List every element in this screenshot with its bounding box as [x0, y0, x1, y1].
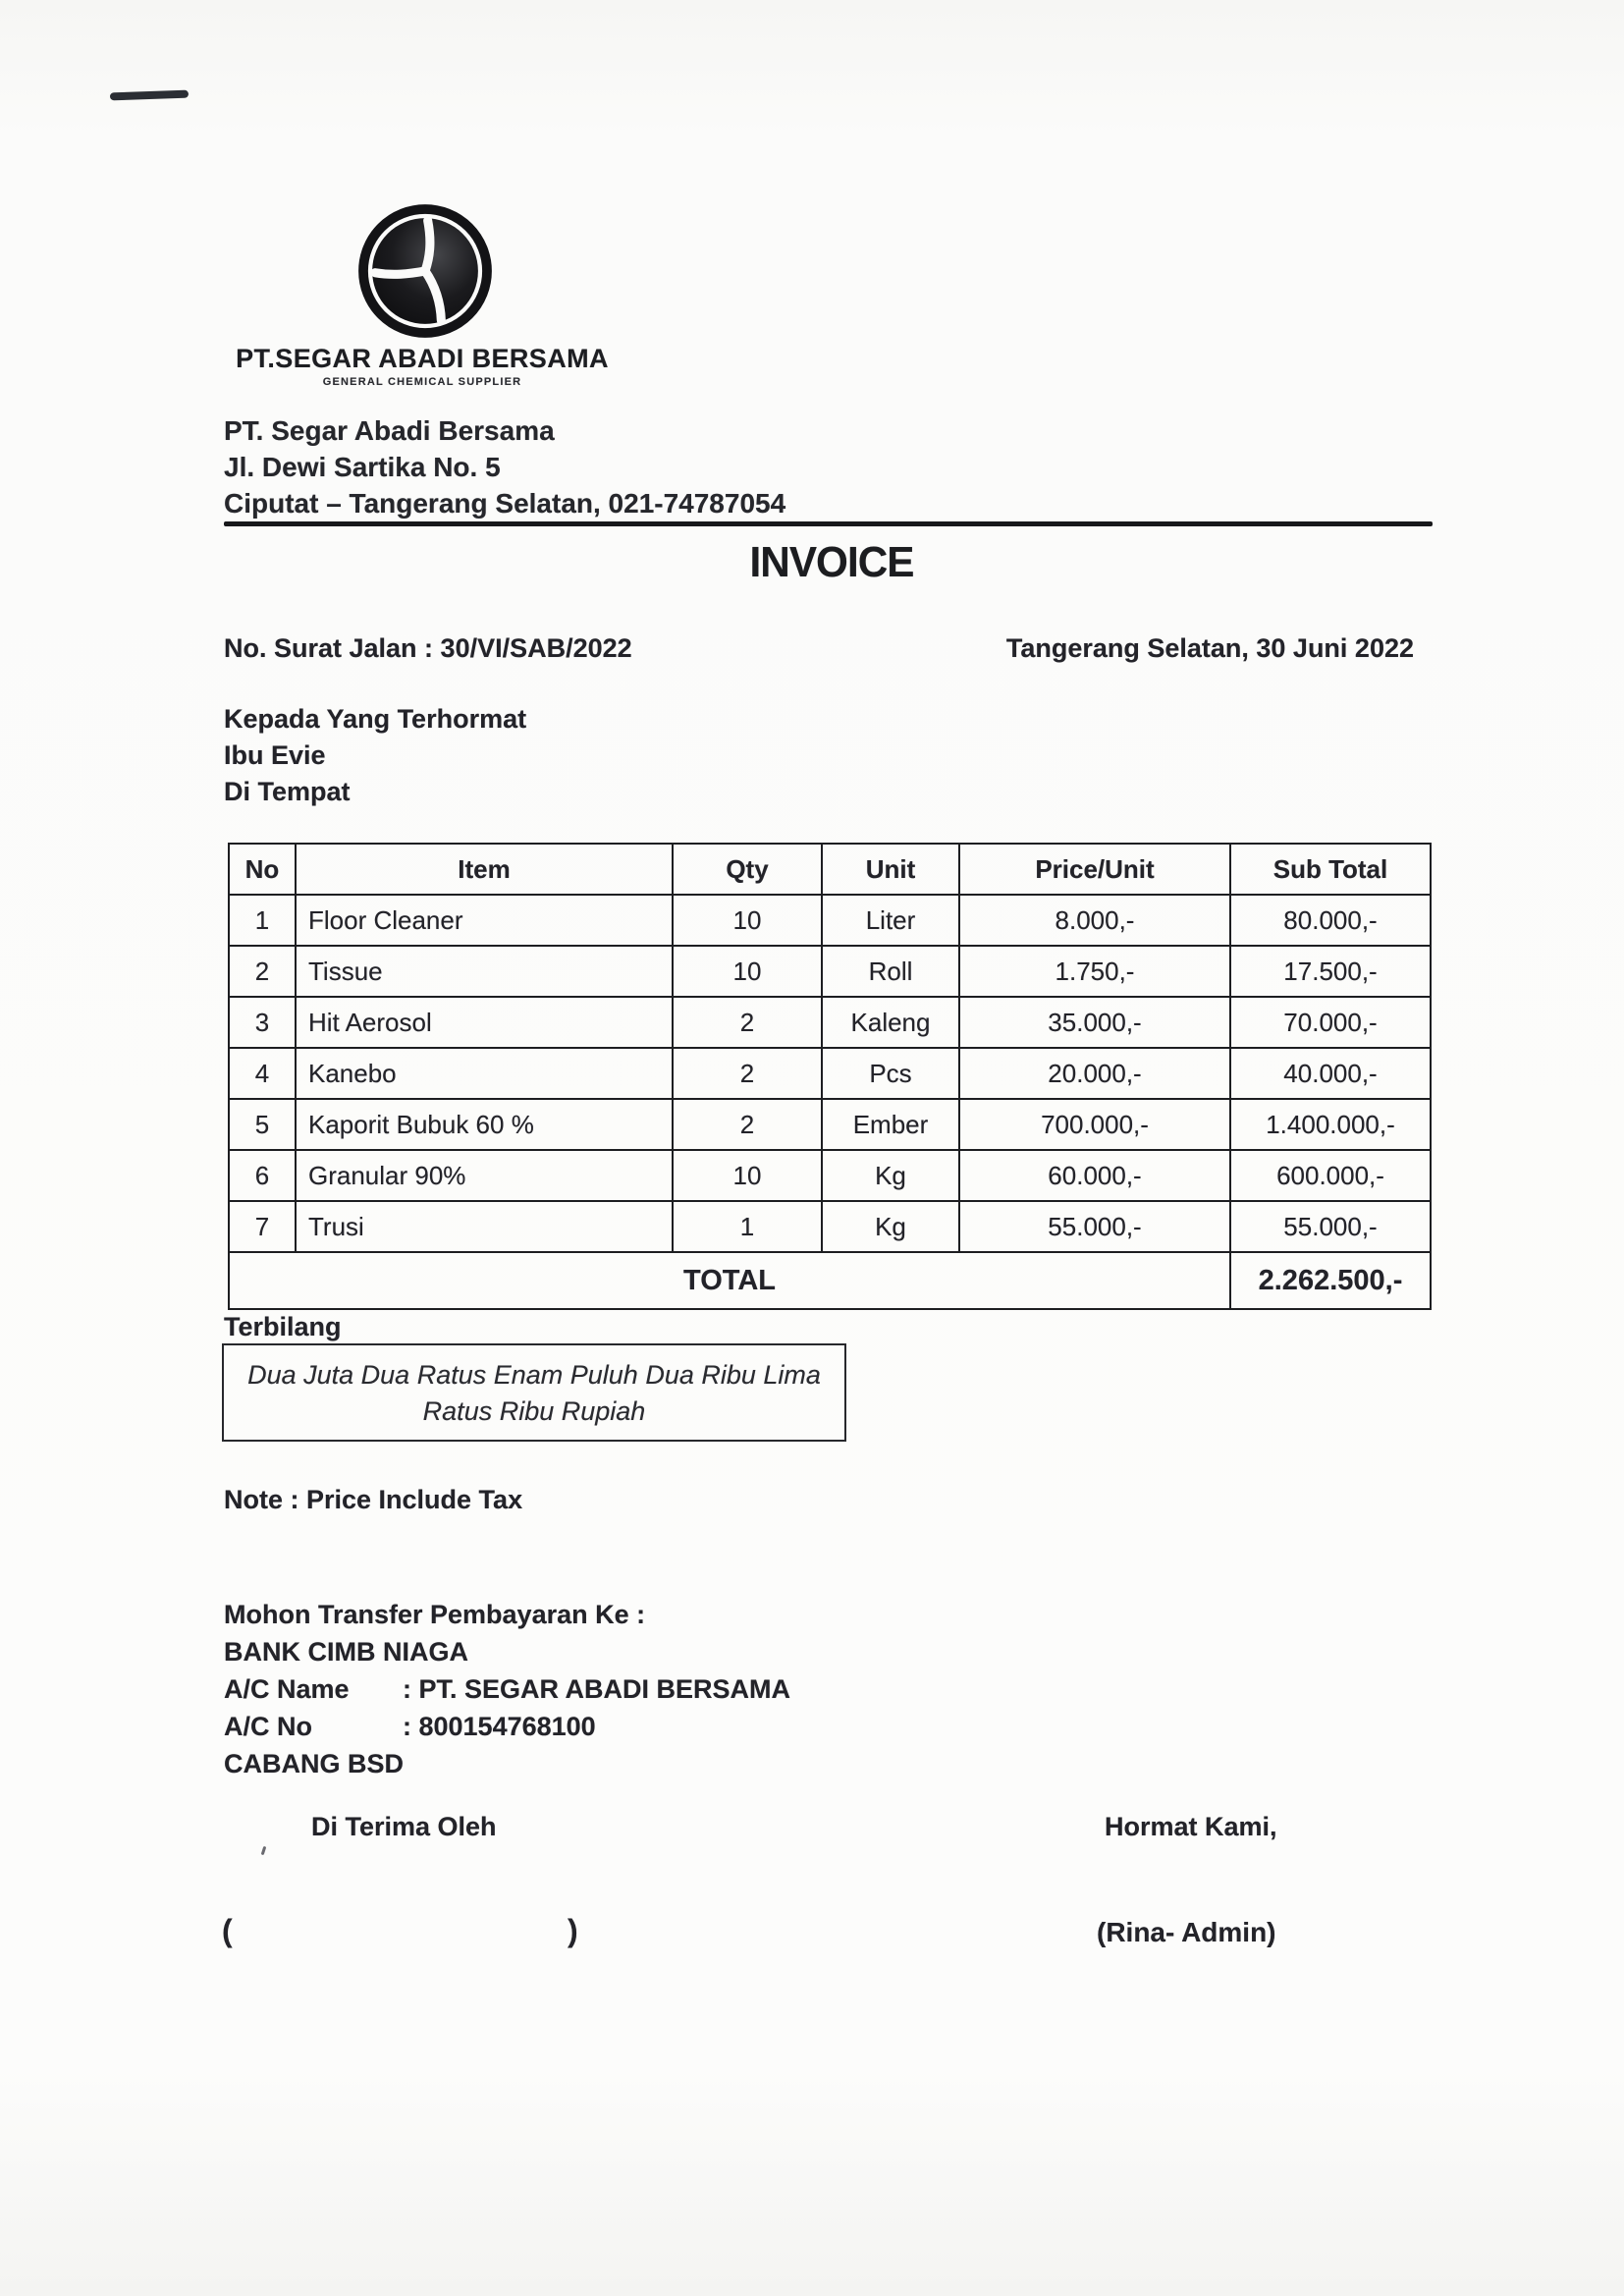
scan-dash-artifact — [110, 90, 189, 101]
terbilang-box — [222, 1343, 846, 1442]
cell-no: 5 — [229, 1099, 296, 1150]
recipient-name: Ibu Evie — [224, 740, 326, 770]
account-number-value: : 800154768100 — [403, 1712, 596, 1741]
page-title: INVOICE — [749, 538, 914, 586]
brand-subtitle: GENERAL CHEMICAL SUPPLIER — [322, 376, 522, 388]
cell-subtotal: 40.000,- — [1230, 1048, 1431, 1099]
three-spoke-wheel-icon — [356, 202, 494, 340]
table-total-row — [229, 1252, 1431, 1309]
cell-unit: Kg — [822, 1201, 959, 1252]
header-no: No — [229, 844, 296, 895]
table-row — [229, 997, 1431, 1048]
scan-tick-artifact — [261, 1846, 267, 1855]
cell-unit: Pcs — [822, 1048, 959, 1099]
cell-subtotal: 600.000,- — [1230, 1150, 1431, 1201]
recipient-block — [224, 701, 526, 810]
account-name-value: : PT. SEGAR ABADI BERSAMA — [403, 1674, 791, 1704]
signature-paren-close: ) — [568, 1913, 578, 1948]
cell-price: 700.000,- — [959, 1099, 1230, 1150]
table-row — [229, 1099, 1431, 1150]
branch-name: CABANG BSD — [224, 1749, 405, 1778]
surat-jalan-number: No. Surat Jalan : 30/VI/SAB/2022 — [224, 633, 632, 663]
cell-subtotal: 1.400.000,- — [1230, 1099, 1431, 1150]
recipient-location: Di Tempat — [224, 777, 351, 806]
cell-qty: 10 — [673, 1150, 822, 1201]
cell-no: 2 — [229, 946, 296, 997]
table-row — [229, 1201, 1431, 1252]
cell-price: 35.000,- — [959, 997, 1230, 1048]
table-row — [229, 946, 1431, 997]
cell-price: 55.000,- — [959, 1201, 1230, 1252]
cell-unit: Ember — [822, 1099, 959, 1150]
brand-title: PT.SEGAR ABADI BERSAMA — [236, 344, 609, 373]
terbilang-line1: Dua Juta Dua Ratus Enam Puluh Dua Ribu Lima — [247, 1360, 821, 1390]
account-number-label: A/C No — [224, 1712, 312, 1741]
company-city-phone: Ciputat – Tangerang Selatan, 021-74787054 — [224, 488, 786, 519]
invoice-items-table — [228, 843, 1432, 1310]
header-sub-total: Sub Total — [1230, 844, 1431, 895]
cell-unit: Roll — [822, 946, 959, 997]
cell-item: Trusi — [296, 1201, 673, 1252]
terbilang-line2: Ratus Ribu Rupiah — [422, 1396, 646, 1426]
cell-no: 4 — [229, 1048, 296, 1099]
tax-note: Note : Price Include Tax — [224, 1485, 523, 1514]
cell-subtotal: 80.000,- — [1230, 895, 1431, 946]
table-row — [229, 1150, 1431, 1201]
cell-item: Kaporit Bubuk 60 % — [296, 1099, 673, 1150]
cell-no: 7 — [229, 1201, 296, 1252]
cell-no: 1 — [229, 895, 296, 946]
terbilang-label: Terbilang — [224, 1312, 342, 1341]
header-divider-line — [224, 521, 1433, 526]
payment-heading: Mohon Transfer Pembayaran Ke : — [224, 1600, 646, 1629]
regards-label: Hormat Kami, — [1105, 1812, 1277, 1841]
company-name: PT. Segar Abadi Bersama — [224, 415, 555, 446]
cell-price: 20.000,- — [959, 1048, 1230, 1099]
signature-paren-open: ( — [222, 1913, 233, 1948]
cell-price: 8.000,- — [959, 895, 1230, 946]
cell-qty: 2 — [673, 1099, 822, 1150]
account-name-label: A/C Name — [224, 1674, 350, 1704]
header-qty: Qty — [673, 844, 822, 895]
account-name-row — [224, 1670, 790, 1708]
company-street: Jl. Dewi Sartika No. 5 — [224, 452, 501, 482]
cell-qty: 1 — [673, 1201, 822, 1252]
recipient-salutation: Kepada Yang Terhormat — [224, 704, 527, 734]
cell-price: 1.750,- — [959, 946, 1230, 997]
cell-subtotal: 70.000,- — [1230, 997, 1431, 1048]
header-price-unit: Price/Unit — [959, 844, 1230, 895]
table-row — [229, 895, 1431, 946]
cell-subtotal: 17.500,- — [1230, 946, 1431, 997]
total-value: 2.262.500,- — [1230, 1252, 1431, 1309]
cell-qty: 2 — [673, 1048, 822, 1099]
cell-unit: Kg — [822, 1150, 959, 1201]
signer-name: (Rina- Admin) — [1097, 1917, 1276, 1947]
table-header-row — [229, 844, 1431, 895]
bank-name: BANK CIMB NIAGA — [224, 1637, 468, 1667]
cell-qty: 10 — [673, 946, 822, 997]
cell-item: Granular 90% — [296, 1150, 673, 1201]
cell-qty: 10 — [673, 895, 822, 946]
cell-item: Hit Aerosol — [296, 997, 673, 1048]
payment-details-block — [224, 1596, 790, 1782]
cell-unit: Liter — [822, 895, 959, 946]
received-by-label: Di Terima Oleh — [311, 1812, 497, 1841]
cell-unit: Kaleng — [822, 997, 959, 1048]
place-and-date: Tangerang Selatan, 30 Juni 2022 — [1005, 633, 1414, 663]
total-label: TOTAL — [229, 1252, 1230, 1309]
header-item: Item — [296, 844, 673, 895]
cell-no: 6 — [229, 1150, 296, 1201]
cell-no: 3 — [229, 997, 296, 1048]
header-unit: Unit — [822, 844, 959, 895]
table-row — [229, 1048, 1431, 1099]
cell-item: Kanebo — [296, 1048, 673, 1099]
cell-item: Tissue — [296, 946, 673, 997]
account-number-row — [224, 1708, 790, 1745]
cell-item: Floor Cleaner — [296, 895, 673, 946]
cell-price: 60.000,- — [959, 1150, 1230, 1201]
company-address-block — [224, 412, 785, 521]
cell-subtotal: 55.000,- — [1230, 1201, 1431, 1252]
cell-qty: 2 — [673, 997, 822, 1048]
